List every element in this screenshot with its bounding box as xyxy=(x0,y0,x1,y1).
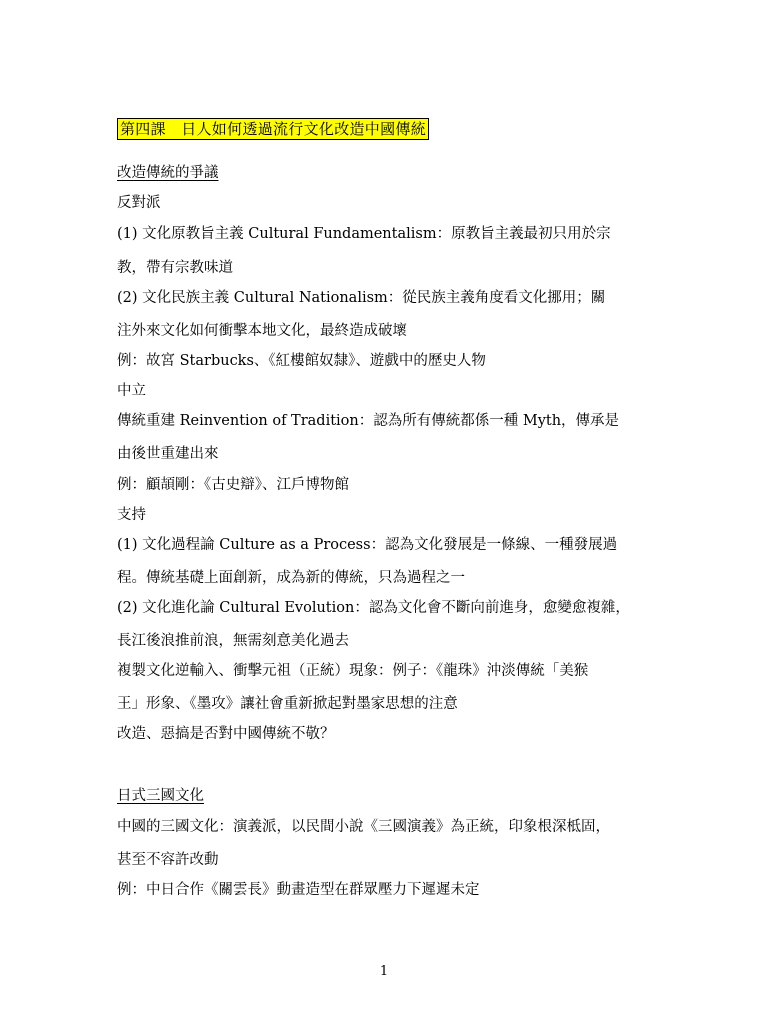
section-heading-three-kingdoms: 日式三國文化 xyxy=(117,788,204,804)
support-label: 支持 xyxy=(117,507,146,523)
neutral-example: 例：顧頡剛：《古史辯》、江戶博物館 xyxy=(117,477,349,493)
oppose-item-1-line-1: (1) 文化原教旨主義 Cultural Fundamentalism：原教旨主義最初只用於宗 xyxy=(117,226,611,242)
question-line: 改造、惡搞是否對中國傳統不敬？ xyxy=(117,726,335,742)
lesson-title: 第四課 日人如何透過流行文化改造中國傳統 xyxy=(117,118,429,140)
oppose-example: 例：故宮 Starbucks、《紅樓館奴隸》、遊戲中的歷史人物 xyxy=(117,353,486,369)
three-kingdoms-example: 例：中日合作《關雲長》動畫造型在群眾壓力下遲遲未定 xyxy=(117,882,480,898)
support-item-2-line-1: (2) 文化進化論 Cultural Evolution：認為文化會不斷向前進身，愈變愈複雜， xyxy=(117,600,630,616)
three-kingdoms-line-2: 甚至不容許改動 xyxy=(117,852,219,868)
oppose-label: 反對派 xyxy=(117,195,161,211)
reverse-import-line-2: 王」形象、《墨攻》讓社會重新掀起對墨家思想的注意 xyxy=(117,696,458,712)
oppose-item-2-line-2: 注外來文化如何衝擊本地文化，最終造成破壞 xyxy=(117,323,407,339)
support-item-1-line-2: 程。傳統基礎上面創新，成為新的傳統，只為過程之一 xyxy=(117,570,465,586)
oppose-item-1-line-2: 教，帶有宗教味道 xyxy=(117,260,233,276)
three-kingdoms-line-1: 中國的三國文化：演義派，以民間小說《三國演義》為正統，印象根深柢固， xyxy=(117,819,610,835)
support-item-2-line-2: 長江後浪推前浪，無需刻意美化過去 xyxy=(117,633,349,649)
section-heading-controversy: 改造傳統的爭議 xyxy=(117,165,219,181)
neutral-line-1: 傳統重建 Reinvention of Tradition：認為所有傳統都係一種 Myth，傳承是 xyxy=(117,413,620,429)
neutral-label: 中立 xyxy=(117,383,146,399)
neutral-line-2: 由後世重建出來 xyxy=(117,446,219,462)
reverse-import-line-1: 複製文化逆輸入、衝擊元祖（正統）現象：例子：《龍珠》沖淡傳統「美猴 xyxy=(117,663,589,679)
support-item-1-line-1: (1) 文化過程論 Culture as a Process：認為文化發展是一條線、一種發展過 xyxy=(117,537,618,553)
page-number: 1 xyxy=(379,964,389,979)
oppose-item-2-line-1: (2) 文化民族主義 Cultural Nationalism：從民族主義角度看文化挪用；關 xyxy=(117,290,606,306)
